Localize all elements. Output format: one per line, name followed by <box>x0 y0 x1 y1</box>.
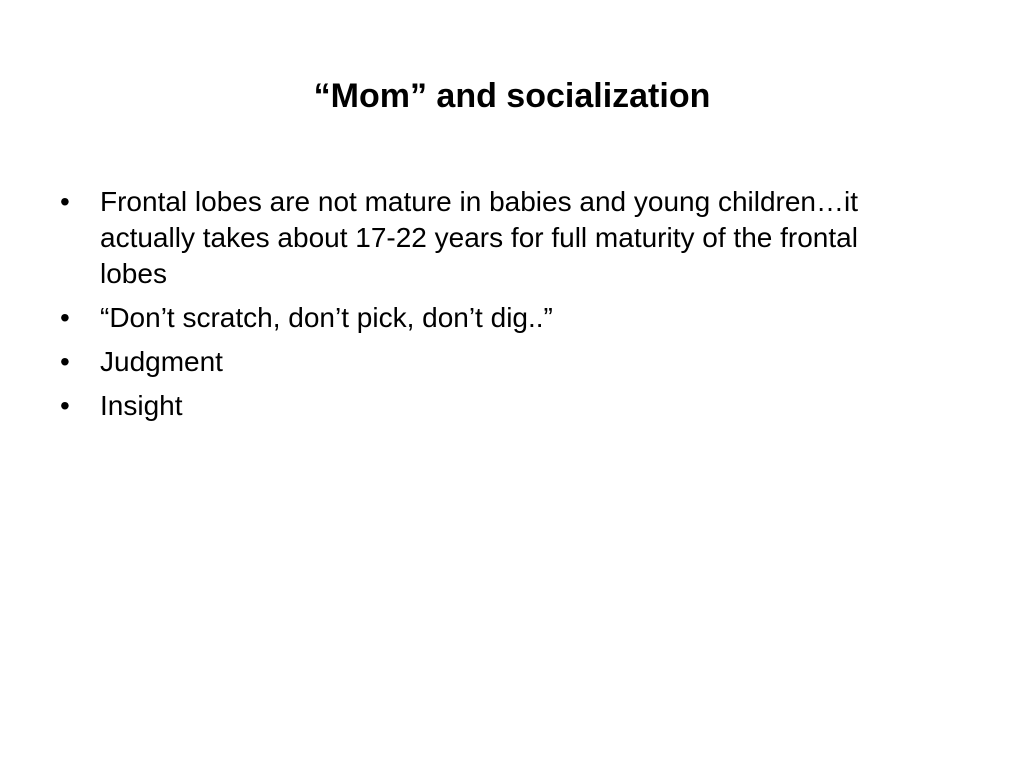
bullet-icon: • <box>60 302 70 333</box>
bullet-item <box>60 388 900 424</box>
bullet-icon: • <box>60 346 70 377</box>
bullet-item <box>60 344 900 380</box>
slide-title: “Mom” and socialization <box>313 77 711 115</box>
bullet-text: Insight <box>100 390 183 421</box>
bullet-text: “Don’t scratch, don’t pick, don’t dig..” <box>100 302 553 333</box>
bullet-item <box>60 300 900 336</box>
bullet-icon: • <box>60 186 70 217</box>
bullet-icon: • <box>60 390 70 421</box>
bullet-text: Judgment <box>100 346 223 377</box>
bullet-item <box>60 184 900 292</box>
bullet-text: Frontal lobes are not mature in babies and young children…it actually takes about 17-22 years for full maturity of the frontal lobes <box>100 186 858 289</box>
bullet-list <box>60 184 900 432</box>
